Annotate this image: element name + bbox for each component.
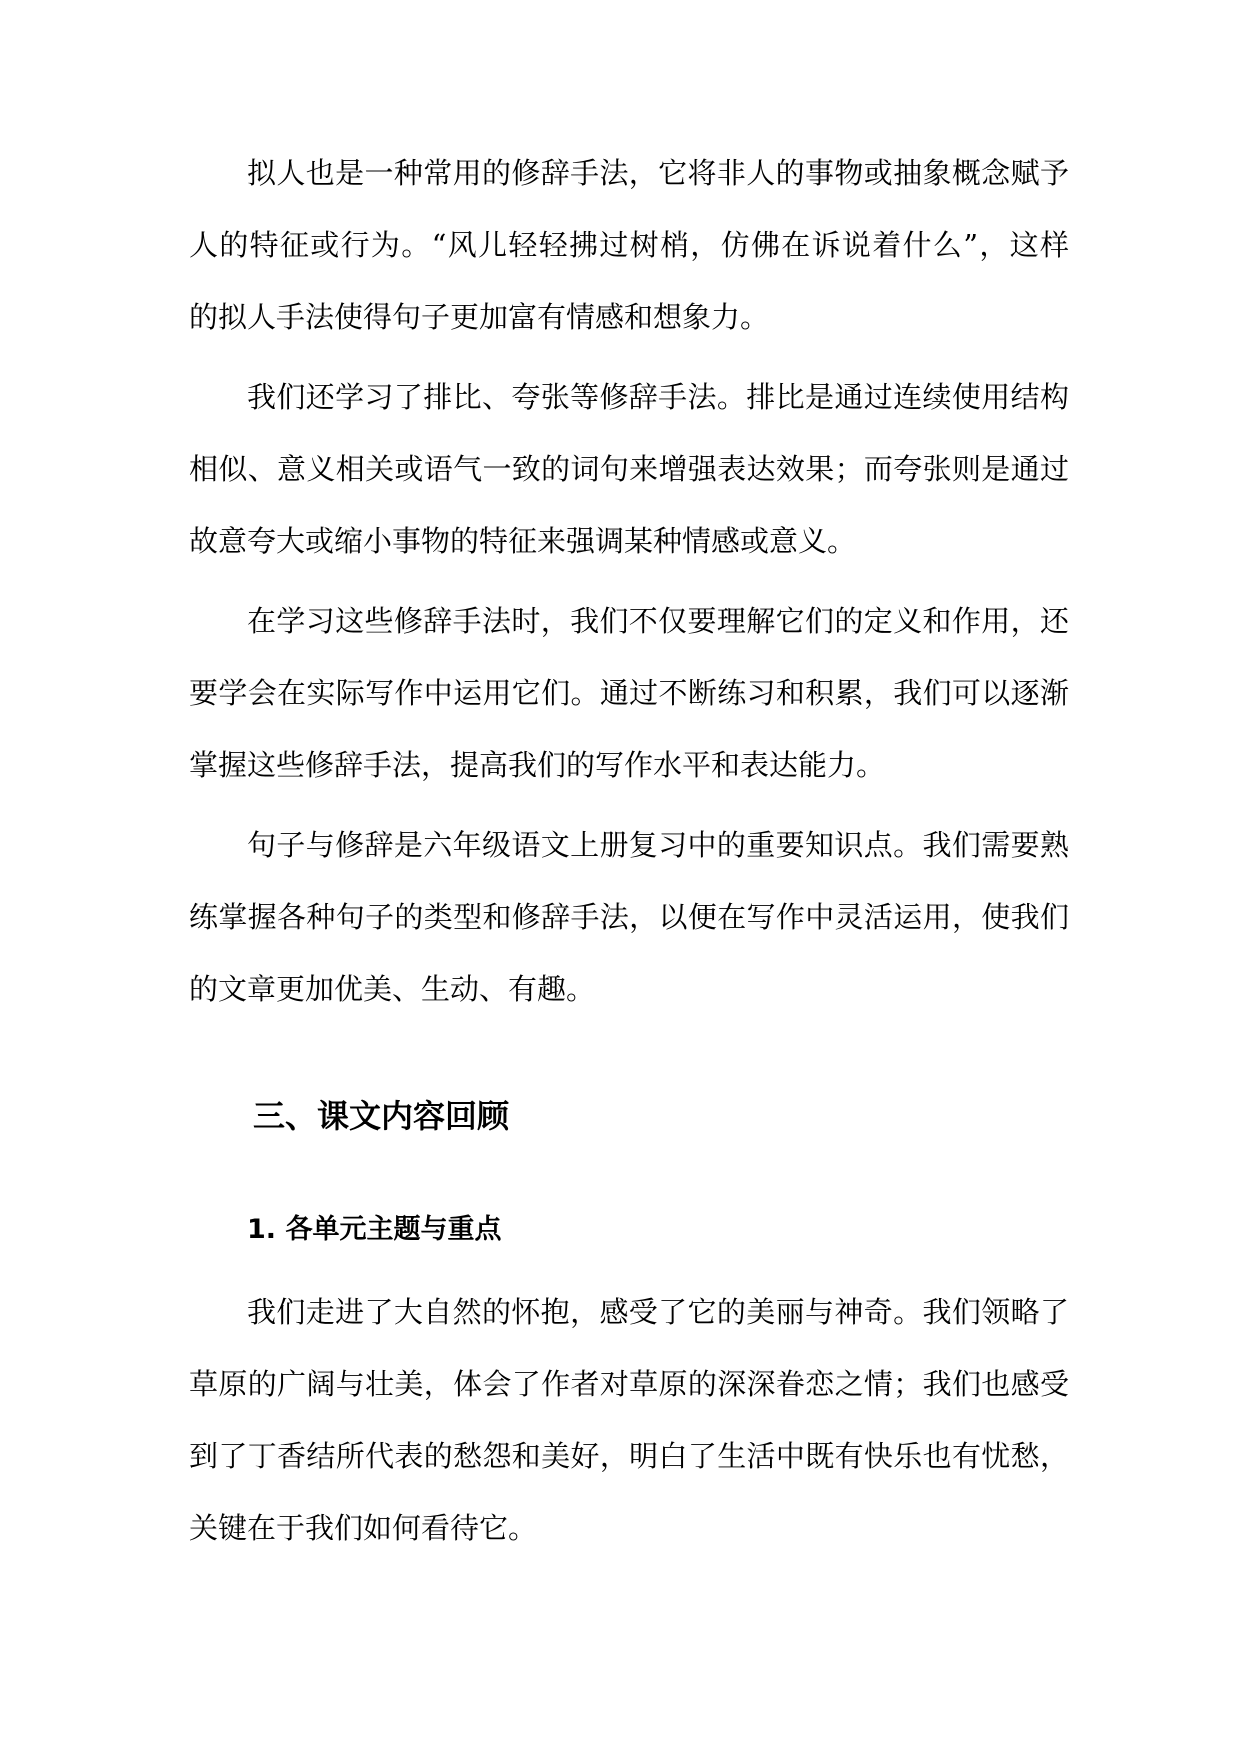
paragraph-line: 的文章更加优美、生动、有趣。 <box>189 972 596 1006</box>
paragraph-line: 要学会在实际写作中运用它们。通过不断练习和积累，我们可以逐渐 <box>189 676 1069 710</box>
paragraph-line: 草原的广阔与壮美，体会了作者对草原的深深眷恋之情；我们也感受 <box>189 1367 1069 1401</box>
section-heading: 三、课文内容回顾 <box>253 1097 510 1135</box>
paragraph-line: 相似、意义相关或语气一致的词句来增强表达效果；而夸张则是通过 <box>189 452 1069 486</box>
paragraph-line: 的拟人手法使得句子更加富有情感和想象力。 <box>189 300 770 334</box>
paragraph-line: 在学习这些修辞手法时，我们不仅要理解它们的定义和作用，还 <box>247 604 1069 638</box>
paragraph-line: 到了丁香结所代表的愁怨和美好，明白了生活中既有快乐也有忧愁， <box>189 1439 1069 1473</box>
paragraph-line: 练掌握各种句子的类型和修辞手法，以便在写作中灵活运用，使我们 <box>189 900 1069 934</box>
subsection-heading: 1. 各单元主题与重点 <box>247 1214 502 1245</box>
paragraph-line: 人的特征或行为。“风儿轻轻拂过树梢，仿佛在诉说着什么”，这样 <box>189 228 1069 262</box>
paragraph-line: 句子与修辞是六年级语文上册复习中的重要知识点。我们需要熟 <box>247 828 1069 862</box>
paragraph-line: 我们还学习了排比、夸张等修辞手法。排比是通过连续使用结构 <box>247 380 1069 414</box>
paragraph-line: 我们走进了大自然的怀抱，感受了它的美丽与神奇。我们领略了 <box>247 1295 1069 1329</box>
paragraph-line: 掌握这些修辞手法，提高我们的写作水平和表达能力。 <box>189 748 886 782</box>
paragraph-line: 拟人也是一种常用的修辞手法，它将非人的事物或抽象概念赋予 <box>247 156 1069 190</box>
paragraph-line: 故意夸大或缩小事物的特征来强调某种情感或意义。 <box>189 524 857 558</box>
paragraph-line: 关键在于我们如何看待它。 <box>189 1511 538 1545</box>
